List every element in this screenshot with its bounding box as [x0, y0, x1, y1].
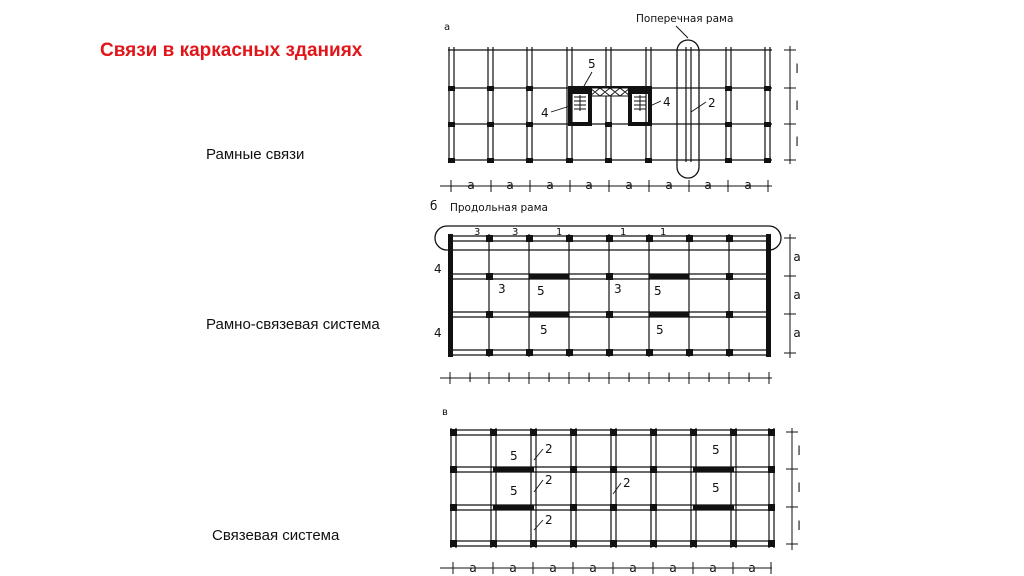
diagram-a-label-5: 5 [588, 57, 596, 71]
diagram-b-dim-6: l [667, 371, 671, 385]
diagram-a-title-leader [676, 26, 688, 38]
diagram-b-dim-4: l [587, 371, 591, 385]
diagram-c-dim-2: a [509, 561, 517, 575]
diagram-b-dim-8: l [747, 371, 751, 385]
diagram-c-side-dim-3: l [797, 519, 801, 533]
diagram-c-label-2b: 2 [545, 473, 553, 487]
diagram-b-dim-5: l [627, 371, 631, 385]
diagram-a-label-2: 2 [708, 96, 716, 110]
diagram-a [440, 13, 799, 192]
diagram-a-label-4-right: 4 [663, 95, 671, 109]
diagram-b-left-label-2: 4 [434, 326, 442, 340]
diagram-c-dim-3: a [549, 561, 557, 575]
diagram-b-end-wall-left [448, 234, 453, 357]
diagram-b-left-label-1: 4 [434, 262, 442, 276]
diagram-a-dim-5: a [625, 178, 633, 192]
diagram-a-label-4-left: 4 [541, 106, 549, 120]
diagram-b-dim-3: l [547, 371, 551, 385]
diagram-b-dim-2: l [507, 371, 511, 385]
diagram-b-columns [489, 234, 729, 357]
diagram-b-side-dim-2: a [793, 288, 801, 302]
diagram-b-top-label-4: 1 [620, 227, 627, 238]
diagram-c-label-5b: 5 [712, 443, 720, 457]
diagram-c-label-2a: 2 [545, 442, 553, 456]
diagram-a-stair-cores [569, 86, 651, 124]
diagram-b-dim-1: l [468, 371, 472, 385]
diagram-c-columns [451, 428, 774, 548]
diagram-b-mid-label-5b: 5 [654, 284, 662, 298]
diagram-a-dim-4: a [585, 178, 593, 192]
diagram-a-side-dim-2: l [795, 99, 799, 113]
diagram-c-label-5a: 5 [510, 449, 518, 463]
diagram-c-bracing-panels [493, 467, 734, 510]
diagram-a-dim-2: a [506, 178, 514, 192]
diagram-a-dim-3: a [546, 178, 554, 192]
diagram-b-top-label-1: 3 [474, 227, 481, 238]
diagram-a-beams [448, 50, 772, 160]
diagram-c-nodes [450, 429, 775, 547]
diagram-b-top-label-5: 1 [660, 227, 667, 238]
diagram-c-dim-5: a [629, 561, 637, 575]
diagram-b-mid-label-5a: 5 [537, 284, 545, 298]
diagram-c-side-dim-1: l [797, 444, 801, 458]
diagram-b [430, 199, 801, 385]
diagram-b-low-label-5a: 5 [540, 323, 548, 337]
diagram-a-columns [449, 47, 770, 162]
diagram-a-dim-6: a [665, 178, 673, 192]
diagram-b-title: Продольная рама [450, 202, 548, 214]
diagram-c-label-2d: 2 [545, 513, 553, 527]
diagram-c-dim-1: a [469, 561, 477, 575]
caption-braced-system: Связевая система [212, 527, 340, 544]
diagram-c-side-dim-2: l [797, 481, 801, 495]
diagram-a-side-dim-3: l [795, 135, 799, 149]
diagram-a-dim-8: a [744, 178, 752, 192]
diagram-b-tag: б [430, 199, 438, 213]
diagram-b-side-dim-3: a [793, 326, 801, 340]
diagram-b-top-label-3: 1 [556, 227, 563, 238]
diagram-b-end-wall-right [766, 234, 771, 357]
diagram-a-dim-7: a [704, 178, 712, 192]
caption-frame-bracing: Рамные связи [206, 146, 305, 163]
diagram-b-mid-label-3a: 3 [498, 282, 506, 296]
caption-frame-braced-system: Рамно-связевая система [206, 316, 380, 333]
diagram-c-tag: в [442, 407, 448, 418]
diagram-b-dim-7: l [707, 371, 711, 385]
slide-title: Связи в каркасных зданиях [100, 40, 363, 61]
diagram-a-tag: а [444, 22, 451, 33]
diagram-b-low-label-5b: 5 [656, 323, 664, 337]
diagram-c-dim-6: a [669, 561, 677, 575]
diagram-a-title: Поперечная рама [636, 13, 734, 25]
diagram-b-top-label-2: 3 [512, 227, 519, 238]
diagram-b-side-dim-1: a [793, 250, 801, 264]
diagram-c-dim-8: a [748, 561, 756, 575]
diagram-a-dim-1: a [467, 178, 475, 192]
diagram-a-side-dim-1: l [795, 62, 799, 76]
diagram-c-dim-7: a [709, 561, 717, 575]
diagram-c [440, 407, 801, 575]
diagram-c-dim-4: a [589, 561, 597, 575]
diagram-c-label-5c: 5 [510, 484, 518, 498]
diagram-c-label-5d: 5 [712, 481, 720, 495]
diagram-b-mid-label-3b: 3 [614, 282, 622, 296]
diagram-c-label-2c: 2 [623, 476, 631, 490]
